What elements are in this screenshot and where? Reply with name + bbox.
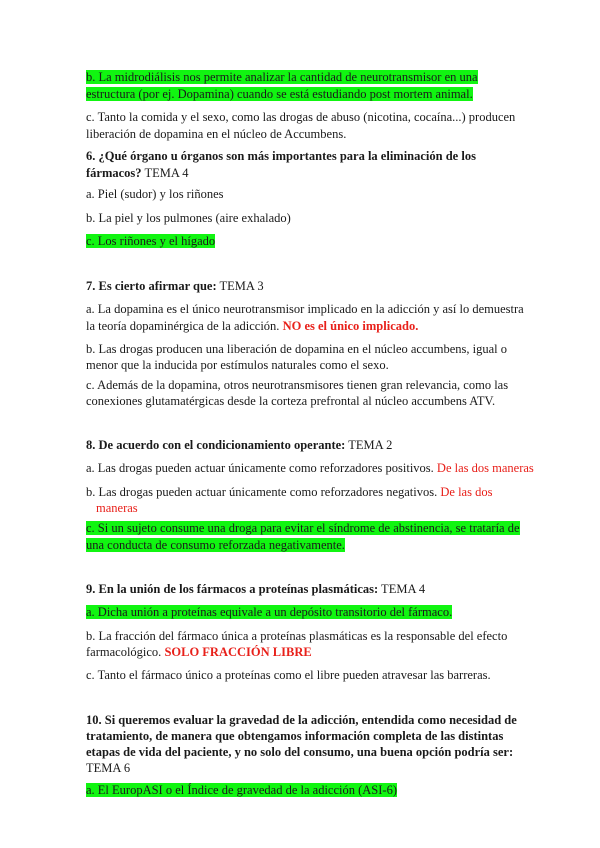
- question-10-title-line1: 10. Si queremos evaluar la gravedad de la adicción, entendida como necesidad de: [86, 713, 517, 727]
- question-9-option-b-line1: b. La fracción del fármaco única a proteínas plasmáticas es la responsable del efecto: [86, 629, 508, 643]
- question-7-option-b-line1: b. Las drogas producen una liberación de dopamina en el núcleo accumbens, igual o: [86, 342, 508, 356]
- answer-note: De las dos: [440, 485, 493, 499]
- question-10-title-line3: etapas de vida del paciente, y no solo del consumo, una buena opción podría ser:: [86, 745, 514, 759]
- option-b-line2: estructura (por ej. Dopamina) cuando se está estudiando post mortem animal.: [86, 87, 473, 101]
- question-7-option-a-line2: la teoría dopaminérgica de la adicción. NO es el único implicado.: [86, 319, 419, 333]
- question-7-option-c-line2: conexiones glutamatérgicas desde la corteza prefrontal al núcleo accumbens ATV.: [86, 394, 496, 408]
- question-8-option-c-line1: c. Si un sujeto consume una droga para evitar el síndrome de abstinencia, se trataría de: [86, 521, 520, 535]
- question-7-option-c-line1: c. Además de la dopamina, otros neurotransmisores tienen gran relevancia, como las: [86, 378, 509, 392]
- question-8-option-c-line2: una conducta de consumo reforzada negativamente.: [86, 538, 345, 552]
- question-8-option-a: a. Las drogas pueden actuar únicamente como reforzadores positivos. De las dos maneras: [86, 461, 534, 475]
- answer-note: SOLO FRACCIÓN LIBRE: [164, 645, 312, 659]
- answer-note: NO es el único implicado.: [282, 319, 419, 333]
- question-6-option-a: a. Piel (sudor) y los riñones: [86, 187, 224, 201]
- question-7-option-b-line2: menor que la inducida por estímulos naturales como el sexo.: [86, 358, 389, 372]
- question-6-option-b: b. La piel y los pulmones (aire exhalado): [86, 211, 291, 225]
- question-8-title: 8. De acuerdo con el condicionamiento operante: TEMA 2: [86, 438, 393, 452]
- question-10-title-line2: tratamiento, de manera que obtengamos información completa de las distintas: [86, 729, 504, 743]
- option-b-line1: b. La midrodiálisis nos permite analizar la cantidad de neurotransmisor en una: [86, 70, 478, 84]
- answer-note: De las dos maneras: [436, 461, 534, 475]
- question-9-option-c: c. Tanto el fármaco único a proteínas como el libre pueden atravesar las barreras.: [86, 668, 491, 682]
- question-6-title-line2: fármacos? TEMA 4: [86, 166, 189, 180]
- question-10-option-a: a. El EuropASI o el Índice de gravedad de la adicción (ASI-6): [86, 783, 397, 797]
- question-6-title: 6. ¿Qué órgano u órganos son más importantes para la eliminación de los: [86, 149, 476, 163]
- question-8-option-b: b. Las drogas pueden actuar únicamente como reforzadores negativos. De las dos: [86, 485, 493, 499]
- option-c-line2: liberación de dopamina en el núcleo de Accumbens.: [86, 127, 347, 141]
- question-9-option-b-line2: farmacológico. SOLO FRACCIÓN LIBRE: [86, 645, 312, 659]
- question-8-option-b-note-cont: maneras: [96, 501, 138, 515]
- option-c-line1: c. Tanto la comida y el sexo, como las drogas de abuso (nicotina, cocaína...) producen: [86, 110, 516, 124]
- question-7-title: 7. Es cierto afirmar que: TEMA 3: [86, 279, 264, 293]
- question-9-option-a: a. Dicha unión a proteínas equivale a un depósito transitorio del fármaco.: [86, 605, 453, 619]
- question-7-option-a-line1: a. La dopamina es el único neurotransmisor implicado en la adicción y así lo demuestra: [86, 302, 524, 316]
- question-10-tema: TEMA 6: [86, 761, 131, 775]
- question-9-title: 9. En la unión de los fármacos a proteínas plasmáticas: TEMA 4: [86, 582, 426, 596]
- question-6-option-c: c. Los riñones y el hígado: [86, 234, 216, 248]
